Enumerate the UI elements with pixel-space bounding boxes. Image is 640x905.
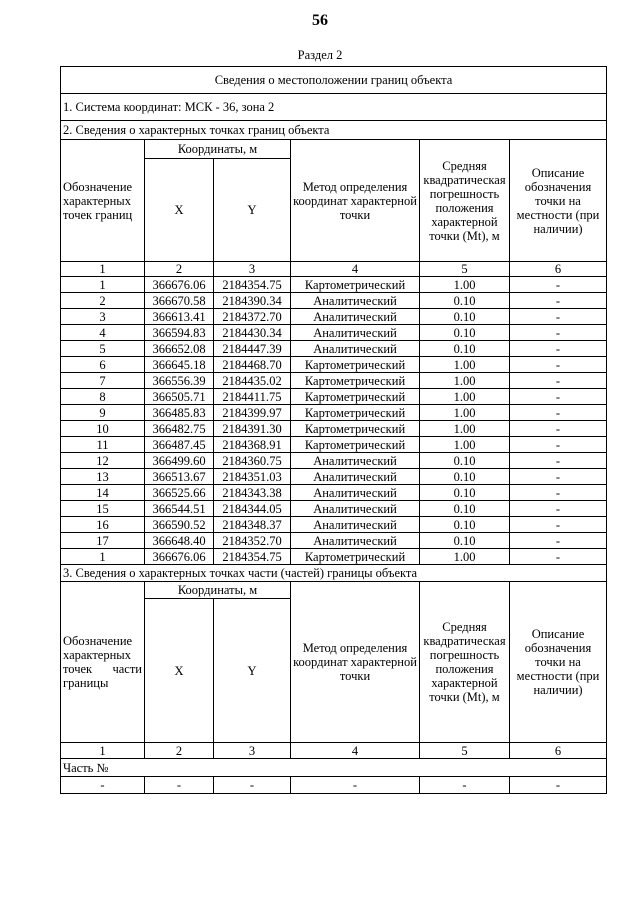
- method: Картометрический: [291, 549, 420, 565]
- coord-x: 366487.45: [145, 437, 214, 453]
- point-id: 10: [61, 421, 145, 437]
- table-row: [61, 389, 607, 405]
- coord-x: 366676.06: [145, 549, 214, 565]
- table-row: [61, 469, 607, 485]
- method: Картометрический: [291, 421, 420, 437]
- description: -: [510, 501, 607, 517]
- coord-x: 366613.41: [145, 309, 214, 325]
- description: -: [510, 277, 607, 293]
- table-row: [61, 517, 607, 533]
- coordinate-system: 1. Система координат: МСК - 36, зона 2: [61, 94, 607, 121]
- description: -: [510, 549, 607, 565]
- table-title: Сведения о местоположении границ объекта: [61, 67, 607, 94]
- accuracy: 0.10: [420, 469, 510, 485]
- point-id: 16: [61, 517, 145, 533]
- accuracy: 1.00: [420, 357, 510, 373]
- coord-y: 2184360.75: [214, 453, 291, 469]
- coord-x: 366544.51: [145, 501, 214, 517]
- table-row: [61, 549, 607, 565]
- point-id: 11: [61, 437, 145, 453]
- table-row: [61, 277, 607, 293]
- table-row: [61, 357, 607, 373]
- section3-title: 3. Сведения о характерных точках части (частей) границы объекта: [61, 565, 607, 582]
- accuracy: 1.00: [420, 373, 510, 389]
- method: Аналитический: [291, 469, 420, 485]
- empty-cell: -: [291, 777, 420, 794]
- point-id: 2: [61, 293, 145, 309]
- column-number: 2: [145, 743, 214, 759]
- description: -: [510, 357, 607, 373]
- coord-x: 366676.06: [145, 277, 214, 293]
- coord-x: 366499.60: [145, 453, 214, 469]
- method: Аналитический: [291, 309, 420, 325]
- accuracy: 0.10: [420, 501, 510, 517]
- coord-x: 366670.58: [145, 293, 214, 309]
- accuracy: 1.00: [420, 549, 510, 565]
- point-id: 5: [61, 341, 145, 357]
- method: Картометрический: [291, 373, 420, 389]
- method: Картометрический: [291, 405, 420, 421]
- method: Картометрический: [291, 437, 420, 453]
- coord-y: 2184430.34: [214, 325, 291, 341]
- header-x: X: [145, 159, 214, 262]
- table-row: [61, 309, 607, 325]
- description: -: [510, 437, 607, 453]
- coord-y: 2184354.75: [214, 549, 291, 565]
- coord-x: 366513.67: [145, 469, 214, 485]
- point-id: 9: [61, 405, 145, 421]
- coord-x: 366652.08: [145, 341, 214, 357]
- column-number: 3: [214, 743, 291, 759]
- description: -: [510, 373, 607, 389]
- description: -: [510, 325, 607, 341]
- table-row: [61, 405, 607, 421]
- header3-y: Y: [214, 599, 291, 743]
- header3-point-label-text: Обозначение характерных точек части границы: [63, 634, 142, 690]
- column-number: 5: [420, 743, 510, 759]
- description: -: [510, 421, 607, 437]
- method: Аналитический: [291, 533, 420, 549]
- column-number: 1: [61, 743, 145, 759]
- table-row: [61, 501, 607, 517]
- method: Картометрический: [291, 277, 420, 293]
- coord-y: 2184351.03: [214, 469, 291, 485]
- description: -: [510, 469, 607, 485]
- coord-x: 366556.39: [145, 373, 214, 389]
- coord-y: 2184348.37: [214, 517, 291, 533]
- header-y: Y: [214, 159, 291, 262]
- coord-y: 2184399.97: [214, 405, 291, 421]
- point-id: 6: [61, 357, 145, 373]
- coord-x: 366505.71: [145, 389, 214, 405]
- accuracy: 0.10: [420, 309, 510, 325]
- accuracy: 0.10: [420, 341, 510, 357]
- header-description: Описание обозначения точки на местности (при наличии): [510, 140, 607, 262]
- table-row: [61, 421, 607, 437]
- coord-y: 2184411.75: [214, 389, 291, 405]
- point-id: 17: [61, 533, 145, 549]
- header-coords-label: Координаты, м: [145, 140, 291, 159]
- accuracy: 1.00: [420, 437, 510, 453]
- coord-y: 2184344.05: [214, 501, 291, 517]
- table-row: [61, 533, 607, 549]
- table-row: [61, 325, 607, 341]
- method: Аналитический: [291, 485, 420, 501]
- point-id: 8: [61, 389, 145, 405]
- point-id: 12: [61, 453, 145, 469]
- header3-accuracy: Средняя квадратическая погрешность положения характерной точки (Mt), м: [420, 582, 510, 743]
- header3-point-label: [61, 582, 145, 743]
- table-row: [61, 437, 607, 453]
- accuracy: 0.10: [420, 453, 510, 469]
- table-row: [61, 485, 607, 501]
- header-accuracy: Средняя квадратическая погрешность положения характерной точки (Mt), м: [420, 140, 510, 262]
- accuracy: 1.00: [420, 389, 510, 405]
- point-id: 1: [61, 549, 145, 565]
- accuracy: 0.10: [420, 293, 510, 309]
- column-number: 4: [291, 262, 420, 277]
- description: -: [510, 485, 607, 501]
- part-label: Часть №: [61, 759, 607, 777]
- accuracy: 1.00: [420, 277, 510, 293]
- column-number: 4: [291, 743, 420, 759]
- empty-cell: -: [420, 777, 510, 794]
- description: -: [510, 405, 607, 421]
- coord-y: 2184368.91: [214, 437, 291, 453]
- method: Аналитический: [291, 517, 420, 533]
- method: Картометрический: [291, 389, 420, 405]
- header3-method: Метод определения координат характерной точки: [291, 582, 420, 743]
- accuracy: 0.10: [420, 485, 510, 501]
- header3-description: Описание обозначения точки на местности (при наличии): [510, 582, 607, 743]
- accuracy: 1.00: [420, 405, 510, 421]
- description: -: [510, 517, 607, 533]
- description: -: [510, 293, 607, 309]
- method: Аналитический: [291, 453, 420, 469]
- description: -: [510, 341, 607, 357]
- method: Аналитический: [291, 293, 420, 309]
- coord-y: 2184390.34: [214, 293, 291, 309]
- point-id: 7: [61, 373, 145, 389]
- empty-cell: -: [145, 777, 214, 794]
- column-number: 1: [61, 262, 145, 277]
- coord-x: 366590.52: [145, 517, 214, 533]
- column-number: 5: [420, 262, 510, 277]
- coord-y: 2184343.38: [214, 485, 291, 501]
- page-number: 56: [312, 12, 328, 29]
- method: Аналитический: [291, 325, 420, 341]
- method: Аналитический: [291, 501, 420, 517]
- method: Аналитический: [291, 341, 420, 357]
- description: -: [510, 389, 607, 405]
- coord-y: 2184435.02: [214, 373, 291, 389]
- empty-cell: -: [510, 777, 607, 794]
- coord-x: 366525.66: [145, 485, 214, 501]
- description: -: [510, 453, 607, 469]
- table-row: [61, 341, 607, 357]
- table-row: [61, 777, 607, 794]
- accuracy: 0.10: [420, 325, 510, 341]
- coord-y: 2184447.39: [214, 341, 291, 357]
- point-id: 15: [61, 501, 145, 517]
- point-id: 14: [61, 485, 145, 501]
- accuracy: 0.10: [420, 533, 510, 549]
- method: Картометрический: [291, 357, 420, 373]
- column-number: 6: [510, 262, 607, 277]
- section2-title: 2. Сведения о характерных точках границ объекта: [61, 121, 607, 140]
- coord-y: 2184372.70: [214, 309, 291, 325]
- point-id: 13: [61, 469, 145, 485]
- empty-cell: -: [61, 777, 145, 794]
- coord-y: 2184352.70: [214, 533, 291, 549]
- point-id: 4: [61, 325, 145, 341]
- accuracy: 0.10: [420, 517, 510, 533]
- point-id: 3: [61, 309, 145, 325]
- point-id: 1: [61, 277, 145, 293]
- table-row: [61, 453, 607, 469]
- coord-y: 2184468.70: [214, 357, 291, 373]
- column-number: 2: [145, 262, 214, 277]
- header3-x: X: [145, 599, 214, 743]
- column-number: 6: [510, 743, 607, 759]
- header-point-label: Обозначение характерных точек границ: [61, 140, 145, 262]
- coord-x: 366482.75: [145, 421, 214, 437]
- header-method: Метод определения координат характерной точки: [291, 140, 420, 262]
- coord-x: 366485.83: [145, 405, 214, 421]
- table-row: [61, 373, 607, 389]
- empty-cell: -: [214, 777, 291, 794]
- header3-coords-label: Координаты, м: [145, 582, 291, 599]
- boundary-table: [60, 66, 607, 794]
- description: -: [510, 533, 607, 549]
- coord-y: 2184354.75: [214, 277, 291, 293]
- description: -: [510, 309, 607, 325]
- table-row: [61, 293, 607, 309]
- coord-x: 366645.18: [145, 357, 214, 373]
- section-label: Раздел 2: [297, 48, 343, 62]
- coord-x: 366594.83: [145, 325, 214, 341]
- coord-x: 366648.40: [145, 533, 214, 549]
- column-number: 3: [214, 262, 291, 277]
- coord-y: 2184391.30: [214, 421, 291, 437]
- accuracy: 1.00: [420, 421, 510, 437]
